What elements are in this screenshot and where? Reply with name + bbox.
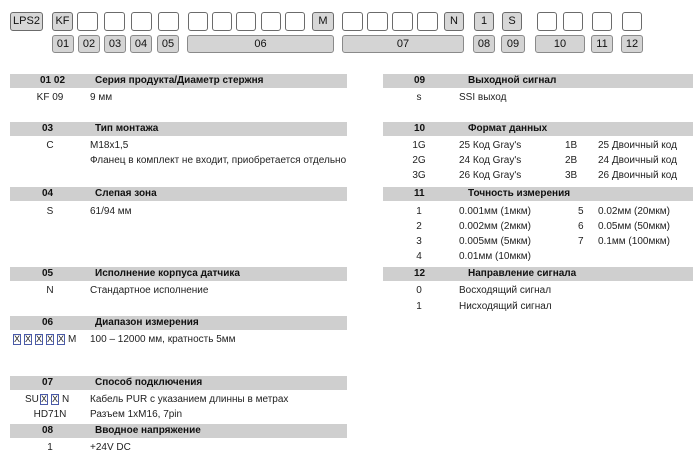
option-code: 2G [412,155,426,166]
range-digit-box: X [25,334,32,344]
section-number: 12 [414,268,426,279]
option-text: 24 Двоичный код [598,155,677,166]
option-code: N [46,285,54,296]
option-text: 0.05мм (50мкм) [598,221,670,232]
code-box[interactable] [622,12,642,31]
option-code: 1G [412,140,426,151]
code-box[interactable] [261,12,281,31]
option-code: 4 [416,251,422,262]
code-box[interactable] [342,12,363,31]
code-box[interactable] [563,12,583,31]
code-number: 07 [342,35,464,53]
code-box[interactable] [131,12,152,31]
option-code: 0 [416,285,422,296]
section-header-11 [383,187,693,201]
section-title: Слепая зона [95,188,157,199]
option-code: 2 [416,221,422,232]
section-title: Формат данных [468,123,548,134]
option-text: Восходящий сигнал [459,285,552,296]
section-number: 09 [414,75,426,86]
range-digit-box: X [36,334,43,344]
code-box[interactable] [537,12,557,31]
section-header-10 [383,122,693,136]
section-number: 08 [42,425,54,436]
code-box-1: 1 [474,12,494,31]
option-code: HD71N [33,409,67,420]
code-box[interactable] [77,12,98,31]
option-code: C [46,140,54,151]
section-header-07 [10,376,347,390]
section-number: 03 [42,123,54,134]
section-number: 07 [42,377,54,388]
section-number: 10 [414,123,426,134]
section-number: 05 [42,268,54,279]
code-number: 08 [473,35,495,53]
section-header-05 [10,267,347,281]
option-text: 61/94 мм [90,206,132,217]
connection-code-suffix: N [62,394,70,405]
range-digit-box: X [58,334,65,344]
connection-code-prefix: SU [25,394,39,405]
range-suffix: M [68,334,77,345]
option-text: 25 Двоичный код [598,140,677,151]
option-text: 0.02мм (20мкм) [598,206,670,217]
option-code: 3B [565,170,578,181]
option-text: 0.01мм (10мкм) [459,251,531,262]
code-box[interactable] [104,12,125,31]
option-code: 3 [416,236,422,247]
section-title: Исполнение корпуса датчика [95,268,240,279]
code-number: 10 [535,35,585,53]
code-number: 05 [157,35,179,53]
section-title: Способ подключения [95,377,203,388]
code-box[interactable] [236,12,256,31]
option-text: 100 – 12000 мм, кратность 5мм [90,334,236,345]
code-number: 06 [187,35,334,53]
option-text: SSI выход [459,92,507,103]
connection-digit-box: X [52,394,59,404]
section-header-06 [10,316,347,330]
option-code: S [46,206,54,217]
section-title: Диапазон измерения [95,317,199,328]
connection-digit-box: X [41,394,48,404]
option-code: 1B [565,140,578,151]
section-number: 01 02 [40,75,66,86]
section-title: Точность измерения [468,188,571,199]
code-box-kf: KF [52,12,73,31]
option-code: 1 [416,206,422,217]
code-box-s: S [502,12,522,31]
option-code: s [416,92,422,103]
option-text: 0.1мм (100мкм) [598,236,670,247]
option-text: Нисходящий сигнал [459,301,552,312]
option-code: KF 09 [36,92,64,103]
option-text: 24 Код Gray's [459,155,522,166]
option-text: 0.001мм (1мкм) [459,206,531,217]
code-number: 02 [78,35,100,53]
section-header-08 [10,424,347,438]
option-code: 1 [416,301,422,312]
section-title: Направление сигнала [468,268,577,279]
section-header-09 [383,74,693,88]
section-title: Вводное напряжение [95,425,201,436]
code-number: 09 [501,35,525,53]
section-number: 04 [42,188,54,199]
option-code: 7 [578,236,584,247]
option-text: M18x1,5 [90,140,129,151]
code-number: 04 [130,35,152,53]
section-header-03 [10,122,347,136]
code-number: 01 [52,35,74,53]
code-box[interactable] [367,12,388,31]
code-box-m: M [312,12,334,31]
option-code: 3G [412,170,426,181]
section-header-12 [383,267,693,281]
section-number: 11 [414,188,425,199]
code-number: 11 [591,35,613,53]
option-code: 6 [578,221,584,232]
code-box-n: N [444,12,464,31]
option-text: +24V DC [90,442,131,453]
range-digit-box: X [14,334,21,344]
code-box[interactable] [417,12,438,31]
section-title: Серия продукта/Диаметр стержня [95,75,264,86]
code-box[interactable] [392,12,413,31]
code-number: 12 [621,35,643,53]
section-header-04 [10,187,347,201]
option-text: Разъем 1xM16, 7pin [90,409,183,420]
code-box[interactable] [158,12,179,31]
option-text: 26 Двоичный код [598,170,677,181]
section-title: Выходной сигнал [468,75,557,86]
option-code: 2B [565,155,578,166]
code-box[interactable] [285,12,305,31]
option-text: 25 Код Gray's [459,140,522,151]
range-digit-box: X [47,334,54,344]
option-text: 0.005мм (5мкм) [459,236,531,247]
option-code: 5 [578,206,584,217]
code-box[interactable] [212,12,232,31]
code-number: 03 [104,35,126,53]
option-text: Стандартное исполнение [90,285,209,296]
section-number: 06 [42,317,54,328]
code-box[interactable] [188,12,208,31]
code-box-series: LPS2 [10,12,43,31]
option-text: 26 Код Gray's [459,170,522,181]
option-text: 9 мм [90,92,113,103]
option-note: Фланец в комплект не входит, приобретается отдельно [90,155,347,166]
option-text: 0.002мм (2мкм) [459,221,531,232]
section-title: Тип монтажа [95,123,159,134]
code-box[interactable] [592,12,612,31]
option-code: 1 [47,442,53,453]
section-header-01-02 [10,74,347,88]
option-text: Кабель PUR с указанием длинны в метрах [90,394,289,405]
